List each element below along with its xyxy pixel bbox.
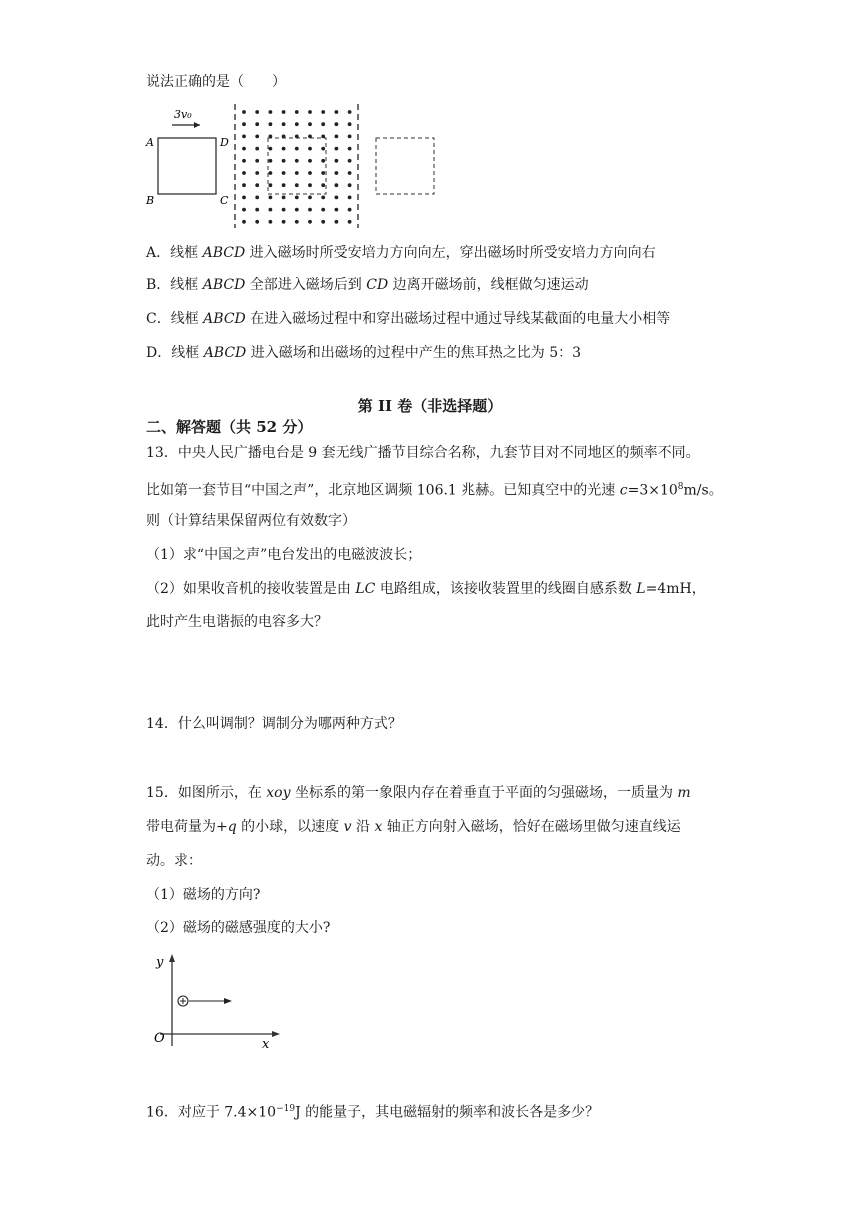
field-dot — [321, 122, 325, 126]
q12-figure — [140, 100, 440, 230]
field-dot — [269, 183, 273, 187]
q15-line-3: 动。求： — [146, 853, 202, 869]
field-dot — [295, 122, 299, 126]
field-dot — [282, 159, 286, 163]
field-dot — [348, 220, 352, 224]
field-dot — [269, 196, 273, 200]
svg-text:C: C — [220, 194, 229, 207]
part2-title: 第 II 卷（非选择题） — [357, 397, 503, 415]
field-dot — [269, 110, 273, 114]
field-dot — [269, 147, 273, 151]
svg-text:B: B — [146, 194, 155, 207]
field-dot — [282, 196, 286, 200]
field-dot — [269, 159, 273, 163]
field-dot — [282, 171, 286, 175]
field-dot — [242, 122, 246, 126]
q14-text: 14．什么叫调制？调制分为哪两种方式？ — [146, 716, 402, 732]
field-dot — [269, 122, 273, 126]
svg-text:A: A — [146, 136, 154, 149]
field-dot — [255, 135, 259, 139]
field-dot — [282, 183, 286, 187]
option-c: C．线框 ABCD 在进入磁场过程中和穿出磁场过程中通过导线某截面的电量大小相等 — [146, 311, 671, 327]
q15-figure — [150, 950, 290, 1050]
q13-line-4: （1）求“中国之声”电台发出的电磁波波长； — [146, 547, 422, 563]
field-dot — [348, 122, 352, 126]
q13-line-1: 13．中央人民广播电台是 9 套无线广播节目综合名称，九套节目对不同地区的频率不同。 — [146, 445, 700, 461]
field-dot — [348, 208, 352, 212]
field-dot — [308, 220, 312, 224]
field-dot — [308, 110, 312, 114]
q13-line-2: 比如第一套节目“中国之声”，北京地区调频 106.1 兆赫。已知真空中的光速 $c=3\times 10^8m/s$。 — [146, 482, 723, 499]
field-dot — [242, 171, 246, 175]
field-dot — [255, 122, 259, 126]
field-dot — [255, 147, 259, 151]
field-dot — [295, 147, 299, 151]
field-dot — [242, 147, 246, 151]
field-dot — [295, 220, 299, 224]
field-dot — [242, 220, 246, 224]
section-heading: 二、解答题（共 52 分） — [146, 418, 313, 436]
q13-line-6: 此时产生电谐振的电容多大？ — [146, 614, 328, 630]
field-dot — [308, 208, 312, 212]
field-dot — [242, 183, 246, 187]
field-dot — [295, 110, 299, 114]
svg-text:x: x — [262, 1037, 270, 1050]
field-dot — [269, 208, 273, 212]
q15-line-2: 带电荷量为+q 的小球，以速度 v 沿 x 轴正方向射入磁场，恰好在磁场里做匀速直线运 — [146, 819, 681, 835]
option-b: B．线框 ABCD 全部进入磁场后到 CD 边离开磁场前，线框做匀速运动 — [146, 277, 589, 293]
field-dot — [321, 110, 325, 114]
field-dot — [335, 110, 339, 114]
velocity-label: 3v₀ — [174, 108, 192, 121]
field-dot — [348, 135, 352, 139]
field-dot — [242, 110, 246, 114]
field-dot — [335, 220, 339, 224]
q15-line-1: 15．如图所示，在 xoy 坐标系的第一象限内存在着垂直于平面的匀强磁场，一质量为 m — [146, 785, 691, 801]
field-dot — [255, 159, 259, 163]
field-dot — [255, 110, 259, 114]
field-dot — [282, 147, 286, 151]
field-dot — [335, 122, 339, 126]
field-dot — [321, 171, 325, 175]
field-dot — [295, 208, 299, 212]
field-dot — [295, 196, 299, 200]
field-dot — [255, 196, 259, 200]
field-dot — [282, 122, 286, 126]
q13-line-5: （2）如果收音机的接收装置是由 LC 电路组成，该接收装置里的线圈自感系数 L=4mH， — [146, 581, 706, 597]
q15-line-4: （1）磁场的方向? — [146, 887, 261, 903]
option-a: A．线框 ABCD 进入磁场时所受安培力方向向左，穿出磁场时所受安培力方向向右 — [146, 245, 656, 261]
field-dot — [269, 171, 273, 175]
field-dot — [348, 196, 352, 200]
field-dot — [242, 196, 246, 200]
field-dot — [348, 110, 352, 114]
field-dot — [282, 220, 286, 224]
q15-line-5: （2）磁场的磁感强度的大小? — [146, 920, 331, 936]
field-dot — [335, 147, 339, 151]
field-dot — [335, 135, 339, 139]
field-dot — [335, 171, 339, 175]
option-d: D．线框 ABCD 进入磁场和出磁场的过程中产生的焦耳热之比为 5：3 — [146, 345, 582, 361]
field-dot — [242, 135, 246, 139]
field-dot — [295, 171, 299, 175]
field-dot — [282, 110, 286, 114]
field-dot — [348, 159, 352, 163]
field-dot — [255, 220, 259, 224]
field-dot — [295, 159, 299, 163]
field-dot — [295, 183, 299, 187]
field-dot — [282, 208, 286, 212]
field-dot — [308, 196, 312, 200]
field-dot — [321, 196, 325, 200]
q13-line-3: 则（计算结果保留两位有效数字） — [146, 513, 356, 529]
field-dot — [308, 147, 312, 151]
field-dot — [321, 159, 325, 163]
field-dot — [348, 147, 352, 151]
field-dot — [308, 183, 312, 187]
field-dot — [255, 171, 259, 175]
field-dot — [255, 183, 259, 187]
field-dot — [321, 147, 325, 151]
field-dot — [321, 208, 325, 212]
field-dot — [335, 183, 339, 187]
field-dot — [242, 208, 246, 212]
field-dot — [255, 208, 259, 212]
magnetic-field-dots — [242, 110, 351, 224]
q16-text: 16．对应于 $7.4\times 10^{-19}J$ 的能量子，其电磁辐射的频率和波长各是多少？ — [146, 1104, 600, 1121]
field-dot — [308, 159, 312, 163]
field-dot — [348, 183, 352, 187]
field-dot — [348, 171, 352, 175]
svg-text:O: O — [154, 1031, 165, 1046]
field-dot — [269, 220, 273, 224]
svg-text:D: D — [220, 136, 229, 149]
field-dot — [308, 171, 312, 175]
field-dot — [308, 122, 312, 126]
field-dot — [335, 159, 339, 163]
frame-abcd — [158, 138, 216, 194]
q12-stem-tail: 说法正确的是（ ） — [146, 74, 286, 90]
field-dot — [321, 220, 325, 224]
field-dot — [335, 208, 339, 212]
field-dot — [321, 183, 325, 187]
svg-text:y: y — [156, 955, 164, 970]
field-dot — [335, 196, 339, 200]
field-dot — [242, 159, 246, 163]
